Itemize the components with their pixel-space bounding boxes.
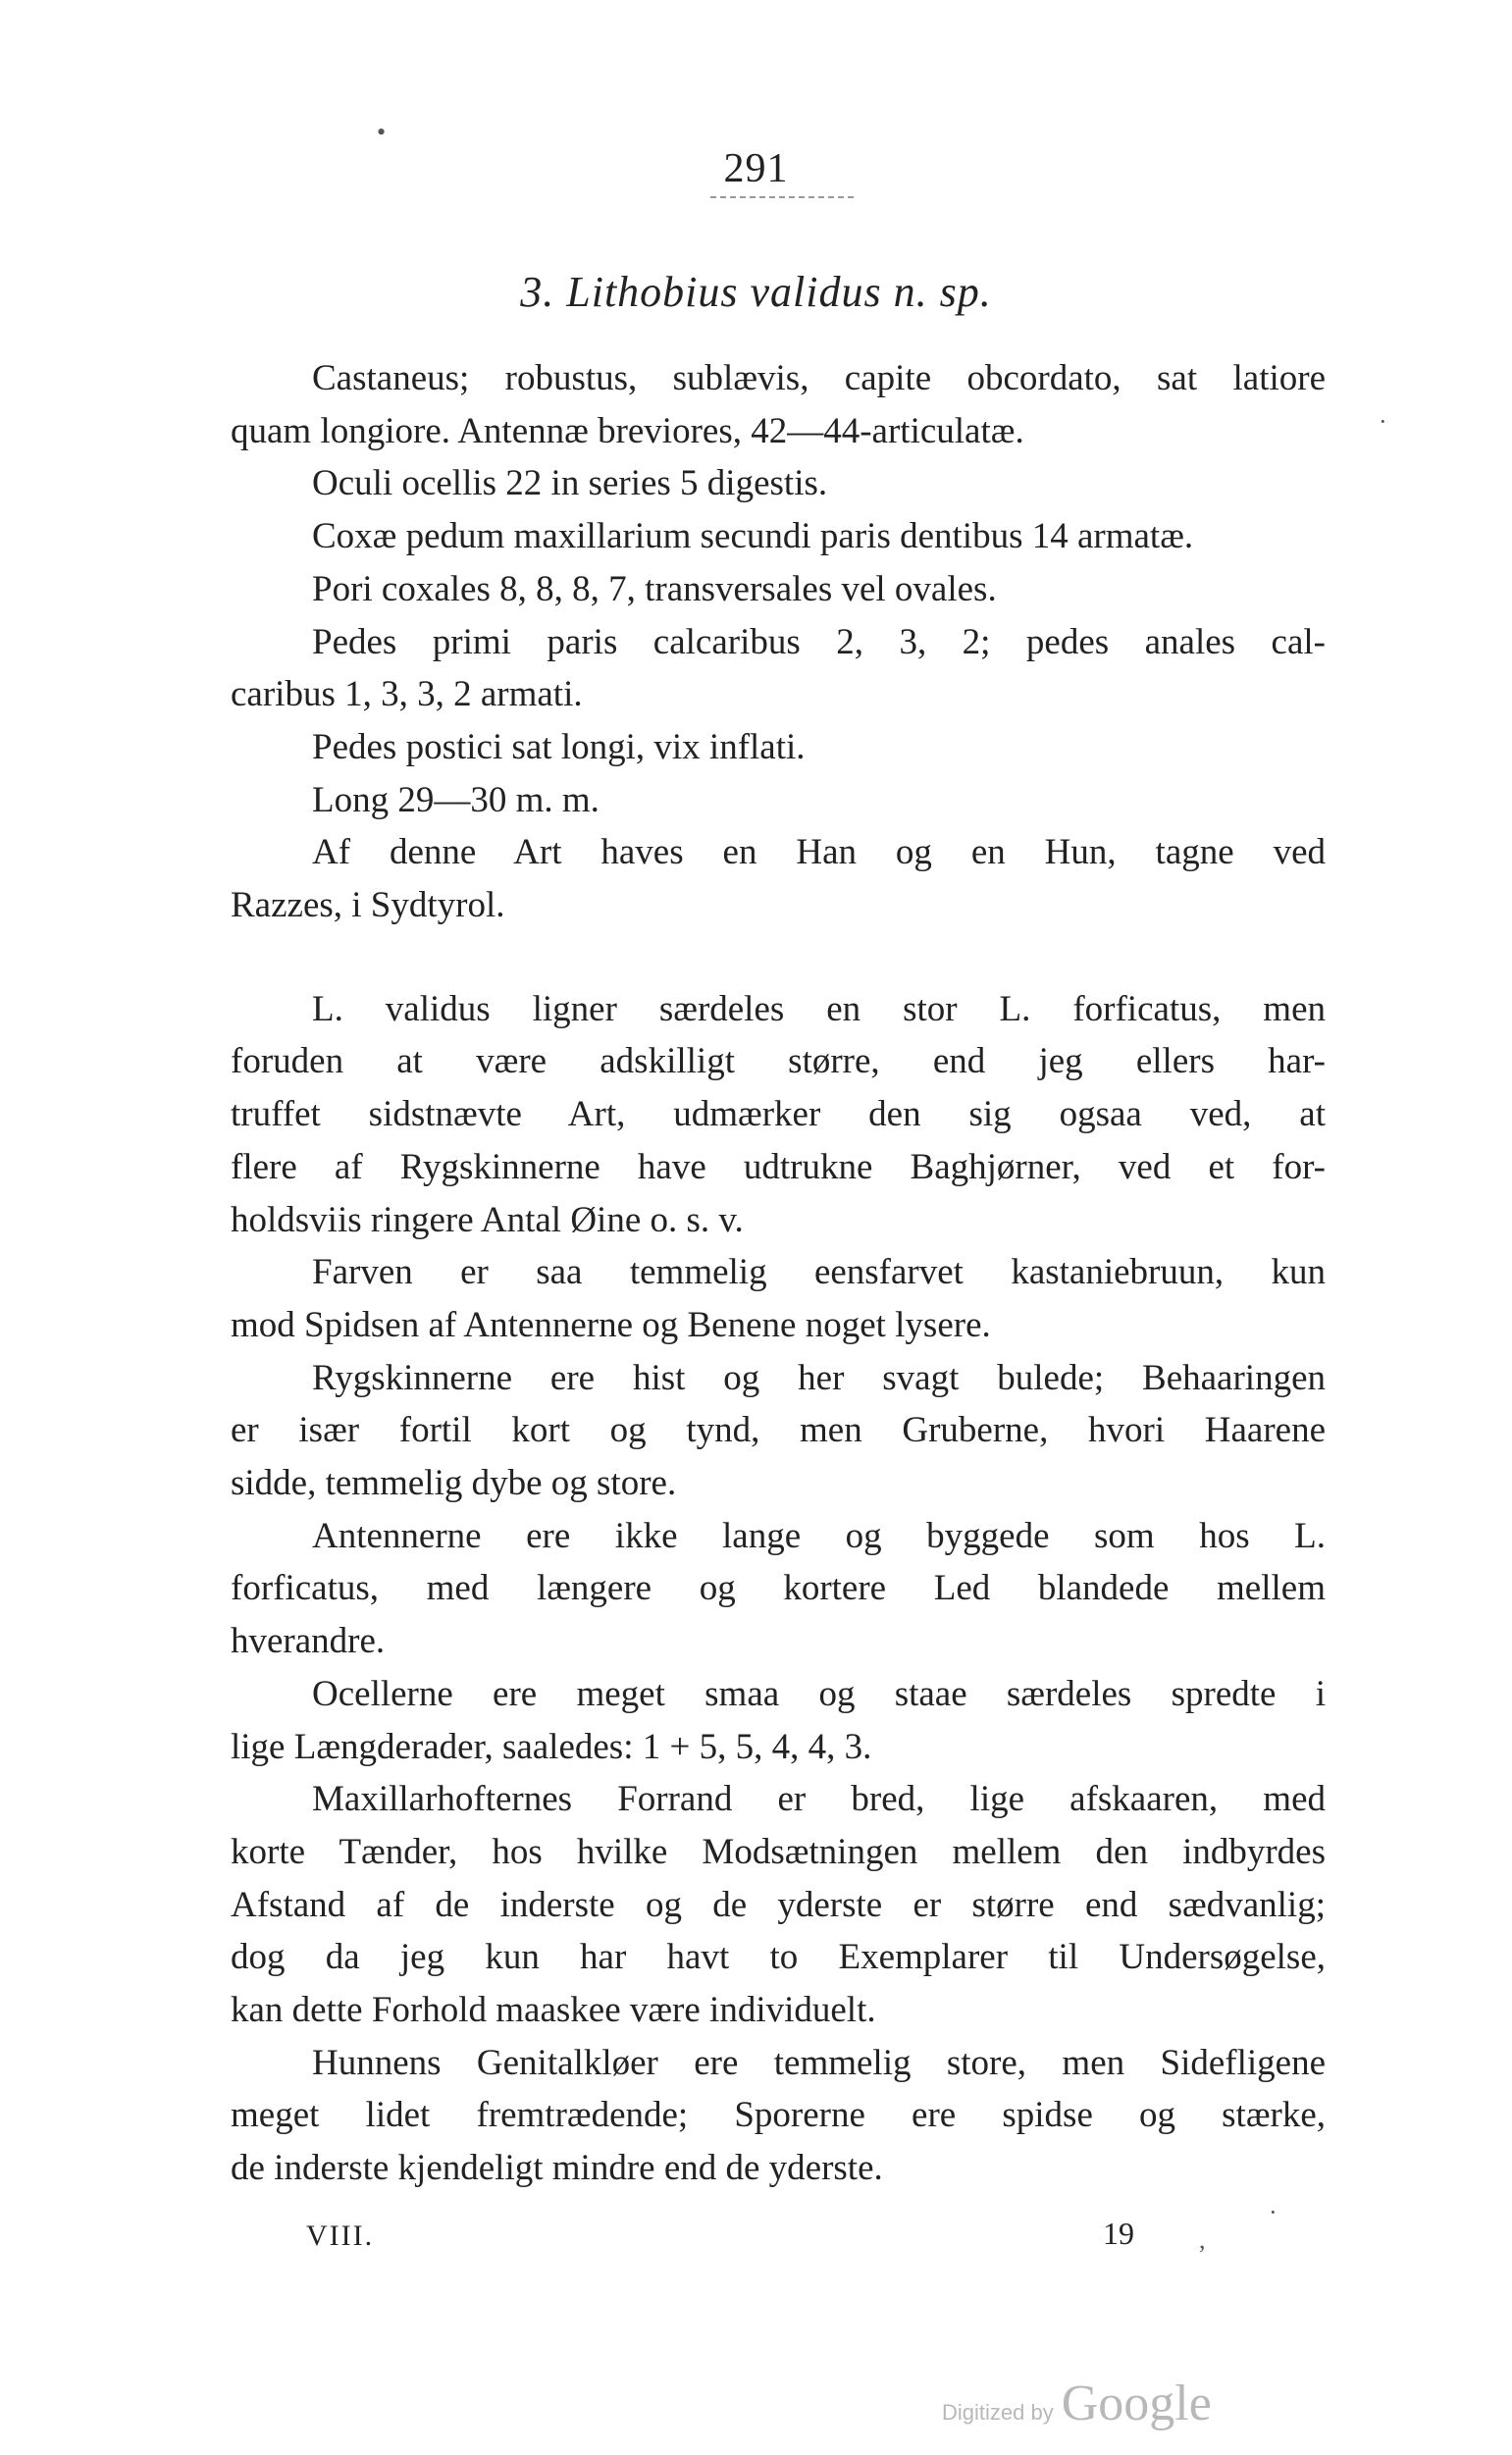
- text-line: Af denne Art haves en Han og en Hun, tagne ved: [312, 832, 1326, 872]
- text-line: kan dette Forhold maaskee være individuelt.: [231, 1990, 876, 2030]
- text-line: Farven er saa temmelig eensfarvet kastaniebruun, kun: [312, 1252, 1326, 1292]
- text-line: Rygskinnerne ere hist og her svagt bulede; Behaaringen: [312, 1358, 1326, 1398]
- text-line: Hunnens Genitalkløer ere temmelig store, men Sidefligene: [312, 2043, 1326, 2083]
- text-line: mod Spidsen af Antennerne og Benene noget lysere.: [231, 1305, 991, 1345]
- text-line: Long 29—30 m. m.: [312, 780, 600, 820]
- text-line: Afstand af de inderste og de yderste er større end sædvanlig;: [231, 1885, 1326, 1925]
- text-line: L. validus ligner særdeles en stor L. forficatus, men: [312, 989, 1326, 1029]
- speck: ·: [1379, 407, 1387, 436]
- speck: •: [377, 118, 387, 146]
- watermark-brand: Google: [1061, 2376, 1212, 2431]
- text-line: Pedes postici sat longi, vix inflati.: [312, 727, 806, 767]
- text-line: korte Tænder, hos hvilke Modsætningen mellem den indbyrdes: [231, 1832, 1326, 1872]
- text-line: lige Længderader, saaledes: 1 + 5, 5, 4, 4, 3.: [231, 1727, 872, 1767]
- text-line: er især fortil kort og tynd, men Gruberne, hvori Haarene: [231, 1410, 1326, 1450]
- digitized-watermark: [942, 2375, 1212, 2432]
- text-line: foruden at være adskilligt større, end jeg ellers har-: [231, 1041, 1326, 1081]
- speck: ,: [1199, 2225, 1206, 2254]
- signature-number: 19: [1103, 2216, 1134, 2251]
- text-line: flere af Rygskinnerne have udtrukne Baghjørner, ved et for-: [231, 1147, 1326, 1187]
- text-line: meget lidet fremtrædende; Sporerne ere spidse og stærke,: [231, 2095, 1326, 2135]
- text-line: Castaneus; robustus, sublævis, capite obcordato, sat latiore: [312, 358, 1326, 398]
- text-line: Antennerne ere ikke lange og byggede som hos L.: [312, 1516, 1326, 1556]
- text-line: hverandre.: [231, 1621, 386, 1661]
- page-number: 291: [723, 146, 789, 191]
- speck: ·: [1269, 2198, 1277, 2226]
- text-line: quam longiore. Antennæ breviores, 42—44-articulatæ.: [231, 411, 1024, 451]
- text-line: holdsviis ringere Antal Øine o. s. v.: [231, 1200, 744, 1240]
- text-line: Pori coxales 8, 8, 8, 7, transversales vel ovales.: [312, 569, 997, 609]
- text-line: dog da jeg kun har havt to Exemplarer til Undersøgelse,: [231, 1937, 1326, 1977]
- watermark-prefix: Digitized by: [942, 2400, 1054, 2425]
- page-number-rule: [710, 196, 854, 198]
- text-line: Razzes, i Sydtyrol.: [231, 885, 505, 925]
- text-line: Coxæ pedum maxillarium secundi paris dentibus 14 armatæ.: [312, 516, 1194, 556]
- text-line: Ocellerne ere meget smaa og staae særdeles spredte i: [312, 1674, 1326, 1714]
- text-line: caribus 1, 3, 3, 2 armati.: [231, 674, 583, 714]
- text-line: truffet sidstnævte Art, udmærker den sig ogsaa ved, at: [231, 1094, 1326, 1134]
- text-line: Oculi ocellis 22 in series 5 digestis.: [312, 463, 828, 503]
- signature-mark: VIII.: [306, 2220, 375, 2252]
- text-line: forficatus, med længere og kortere Led blandede mellem: [231, 1568, 1326, 1608]
- section-heading: 3. Lithobius validus n. sp.: [520, 268, 992, 316]
- text-line: de inderste kjendeligt mindre end de yderste.: [231, 2148, 883, 2188]
- text-line: Maxillarhofternes Forrand er bred, lige afskaaren, med: [312, 1779, 1326, 1819]
- text-line: Pedes primi paris calcaribus 2, 3, 2; pedes anales cal-: [312, 622, 1326, 662]
- text-line: sidde, temmelig dybe og store.: [231, 1463, 677, 1503]
